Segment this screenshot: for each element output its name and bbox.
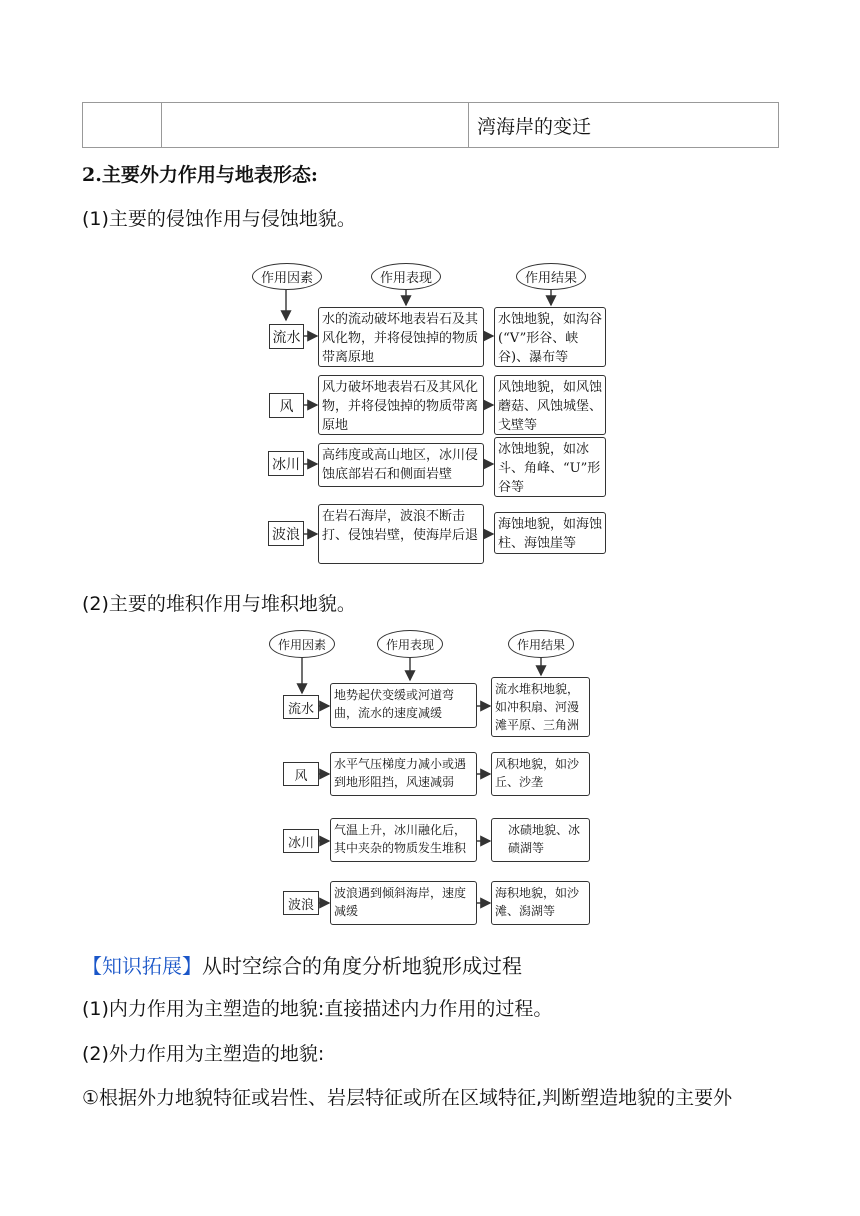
performance-box: 风力破坏地表岩石及其风化物，并将侵蚀掉的物质带离原地 (318, 375, 484, 435)
performance-box: 在岩石海岸，波浪不断击打、侵蚀岩壁，使海岸后退 (318, 504, 484, 564)
factor-box: 风 (283, 762, 319, 786)
result-box: 风蚀地貌，如风蚀蘑菇、风蚀城堡、戈壁等 (494, 375, 606, 435)
section-heading: 2.主要外力作用与地表形态: (82, 164, 318, 186)
result-box: 海蚀地貌，如海蚀柱、海蚀崖等 (494, 512, 606, 554)
header-result: 作用结果 (508, 630, 574, 658)
performance-box: 地势起伏变缓或河道弯曲，流水的速度减缓 (330, 683, 477, 728)
deposition-caption: (2)主要的堆积作用与堆积地貌。 (82, 593, 356, 615)
factor-box: 波浪 (268, 521, 304, 546)
result-box: 风积地貌，如沙丘、沙垄 (491, 752, 590, 796)
result-box: 水蚀地貌，如沟谷(“V”形谷、峡谷)、瀑布等 (494, 307, 606, 367)
header-performance: 作用表现 (377, 630, 443, 658)
knowledge-title: 从时空综合的角度分析地貌形成过程 (202, 954, 522, 978)
factor-box: 冰川 (268, 451, 304, 476)
table-cell: 湾海岸的变迁 (469, 103, 779, 148)
performance-box: 水的流动破坏地表岩石及其风化物，并将侵蚀掉的物质带离原地 (318, 307, 484, 367)
header-factor: 作用因素 (269, 630, 335, 658)
factor-box: 流水 (283, 695, 319, 719)
performance-box: 高纬度或高山地区，冰川侵蚀底部岩石和侧面岩壁 (318, 443, 484, 487)
knowledge-line-3: ①根据外力地貌特征或岩性、岩层特征或所在区域特征,判断塑造地貌的主要外 (82, 1087, 733, 1109)
header-performance: 作用表现 (371, 263, 441, 290)
factor-box: 流水 (269, 324, 304, 349)
factor-box: 风 (269, 393, 304, 418)
knowledge-line-1: (1)内力作用为主塑造的地貌:直接描述内力作用的过程。 (82, 998, 553, 1020)
knowledge-extension (82, 950, 522, 979)
factor-box: 波浪 (283, 891, 319, 915)
knowledge-tag: 【知识拓展】 (82, 954, 202, 978)
result-box: 流水堆积地貌，如冲积扇、河漫滩平原、三角洲 (491, 677, 590, 737)
result-box: 冰蚀地貌，如冰斗、角峰、“U”形谷等 (494, 437, 606, 497)
result-box: 海积地貌，如沙滩、潟湖等 (491, 881, 590, 925)
result-box: 冰碛地貌、冰碛湖等 (491, 818, 590, 862)
header-factor: 作用因素 (252, 263, 322, 290)
factor-box: 冰川 (283, 829, 319, 853)
erosion-caption: (1)主要的侵蚀作用与侵蚀地貌。 (82, 208, 356, 230)
performance-box: 水平气压梯度力减小或遇到地形阻挡，风速减弱 (330, 752, 477, 796)
knowledge-line-2: (2)外力作用为主塑造的地貌: (82, 1043, 325, 1065)
performance-box: 波浪遇到倾斜海岸，速度减缓 (330, 881, 477, 925)
header-result: 作用结果 (516, 263, 586, 290)
performance-box: 气温上升，冰川融化后，其中夹杂的物质发生堆积 (330, 818, 477, 862)
